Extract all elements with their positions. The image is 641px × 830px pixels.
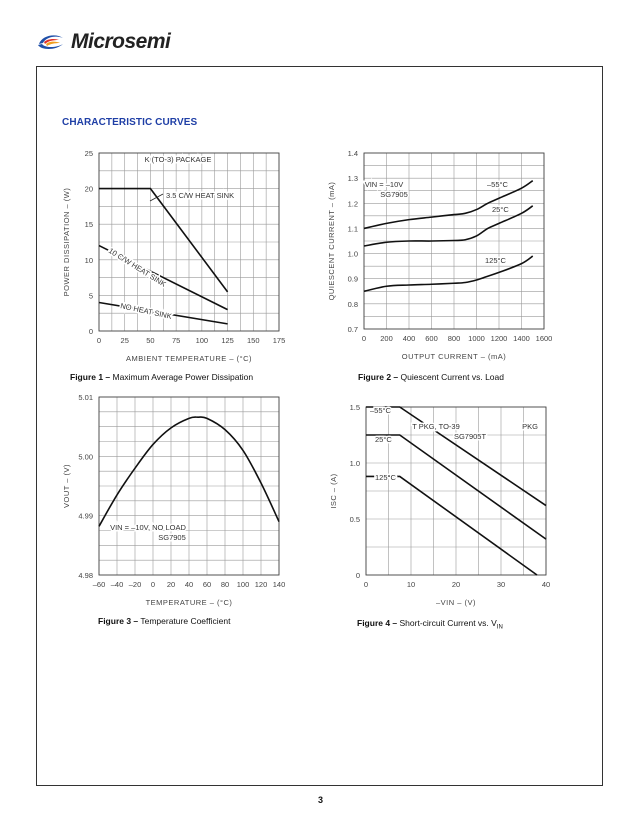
x-tick-label: 140 <box>272 580 286 589</box>
x-tick-label: –20 <box>128 580 142 589</box>
x-axis-title: TEMPERATURE – (°C) <box>145 598 233 607</box>
figure-2-chart <box>318 147 558 372</box>
y-tick-label: 5.00 <box>78 452 93 462</box>
series-label: 125°C <box>375 473 396 482</box>
y-tick-label: 0.5 <box>349 515 360 524</box>
x-axis-title: AMBIENT TEMPERATURE – (°C) <box>125 354 253 363</box>
x-tick-label: 175 <box>272 336 286 345</box>
x-axis-title: –VIN – (V) <box>435 598 477 607</box>
y-tick-label: 15 <box>84 220 93 230</box>
x-tick-label: 60 <box>202 580 212 589</box>
chart-annotation: SG7905 <box>380 190 408 199</box>
series-label: NO HEAT SINK <box>119 301 173 321</box>
series-label: –55°C <box>370 406 391 415</box>
x-tick-label: 100 <box>195 336 209 345</box>
y-tick-label: 1.0 <box>349 459 360 468</box>
x-tick-label: 1400 <box>513 334 530 343</box>
chart-annotation: SG7905 <box>158 533 186 542</box>
x-tick-label: 150 <box>247 336 260 345</box>
x-tick-label: 600 <box>425 334 438 343</box>
logo-wordmark: Microsemi <box>71 30 171 53</box>
figure-1-text: Maximum Average Power Dissipation <box>110 372 254 382</box>
y-tick-label: 5 <box>88 291 93 301</box>
section-title: CHARACTERISTIC CURVES <box>62 117 198 128</box>
series-line <box>364 256 533 291</box>
chart-annotation: VIN = –10V <box>364 180 404 189</box>
y-tick-label: 4.98 <box>78 571 93 580</box>
x-tick-label: 40 <box>184 580 194 589</box>
figure-3-chart <box>58 390 293 615</box>
x-tick-label: 0 <box>150 580 156 589</box>
page-number: 3 <box>317 795 323 805</box>
figure-3-text: Temperature Coefficient <box>138 616 231 626</box>
figure-4-chart <box>318 400 558 615</box>
x-tick-label: 50 <box>146 336 155 345</box>
figure-2-caption <box>358 372 504 382</box>
y-tick-label: 0 <box>88 327 93 336</box>
x-tick-label: 120 <box>254 580 268 589</box>
figure-2-text: Quiescent Current vs. Load <box>398 372 504 382</box>
chart-annotation: VIN = –10V, NO LOAD <box>110 523 186 532</box>
x-tick-label: 1200 <box>490 334 508 343</box>
y-tick-label: 1.1 <box>347 224 358 234</box>
y-axis-title: VOUT – (V) <box>62 463 71 509</box>
microsemi-logo <box>36 30 170 54</box>
figure-1-caption <box>70 372 253 382</box>
figure-3-caption <box>98 616 230 626</box>
y-tick-label: 0 <box>355 571 360 580</box>
series-label: 25°C <box>375 435 392 444</box>
series-label: 25°C <box>492 205 509 214</box>
figure-1-chart <box>58 147 293 372</box>
x-tick-label: 80 <box>220 580 230 589</box>
y-tick-label: 20 <box>84 184 93 194</box>
x-tick-label: 1600 <box>535 334 553 343</box>
x-tick-label: 20 <box>451 580 461 589</box>
x-tick-label: 200 <box>380 334 393 343</box>
x-tick-label: –40 <box>110 580 124 589</box>
y-tick-label: 1.4 <box>347 149 358 158</box>
x-tick-label: 800 <box>447 334 461 343</box>
y-axis-title: POWER DISSIPATION – (W) <box>62 187 71 297</box>
y-tick-label: 0.9 <box>347 274 358 284</box>
x-tick-label: –60 <box>92 580 106 589</box>
y-tick-label: 5.01 <box>78 393 93 402</box>
x-tick-label: 20 <box>166 580 176 589</box>
x-tick-label: 400 <box>402 334 416 343</box>
y-tick-label: 1.0 <box>347 249 358 259</box>
chart-annotation: PKG <box>522 422 538 431</box>
x-tick-label: 30 <box>496 580 506 589</box>
x-tick-label: 125 <box>221 336 234 345</box>
figure-4-label: Figure 4 – <box>357 618 398 628</box>
figure-4-caption <box>357 618 503 631</box>
y-tick-label: 1.5 <box>349 403 360 412</box>
x-tick-label: 100 <box>236 580 250 589</box>
series-label: –55°C <box>487 180 508 189</box>
y-axis-title: ISC – (A) <box>329 473 338 509</box>
label-leader-line <box>150 194 163 201</box>
x-tick-label: 40 <box>541 580 551 589</box>
y-tick-label: 4.99 <box>78 511 93 521</box>
chart-annotation: K (TO-3) PACKAGE <box>144 155 212 164</box>
x-tick-label: 0 <box>361 334 367 343</box>
x-tick-label: 1000 <box>468 334 485 343</box>
x-tick-label: 75 <box>171 336 181 345</box>
y-tick-label: 0.7 <box>347 325 358 334</box>
figure-2-label: Figure 2 – <box>358 372 399 382</box>
y-tick-label: 1.2 <box>347 199 358 209</box>
y-tick-label: 0.8 <box>347 299 358 309</box>
x-tick-label: 10 <box>406 580 416 589</box>
x-tick-label: 0 <box>96 336 102 345</box>
figure-4-text: Short-circuit Current vs. V <box>397 618 497 628</box>
series-label: 10 C/W HEAT SINK <box>106 246 168 289</box>
series-label: 3.5 C/W HEAT SINK <box>166 191 235 200</box>
chart-annotation: T PKG, TO-39 <box>412 422 460 431</box>
figure-4-subscript: IN <box>496 624 503 631</box>
y-tick-label: 25 <box>84 149 93 158</box>
microsemi-logo-icon <box>36 32 66 52</box>
x-tick-label: 0 <box>363 580 369 589</box>
y-tick-label: 1.3 <box>347 174 358 184</box>
figure-3-label: Figure 3 – <box>98 616 139 626</box>
x-tick-label: 25 <box>120 336 129 345</box>
y-tick-label: 10 <box>84 255 93 265</box>
y-axis-title: QUIESCENT CURRENT – (mA) <box>327 181 336 301</box>
x-axis-title: OUTPUT CURRENT – (mA) <box>401 352 507 361</box>
figure-1-label: Figure 1 – <box>70 372 111 382</box>
chart-annotation: SG7905T <box>453 432 487 441</box>
series-label: 125°C <box>485 256 506 265</box>
